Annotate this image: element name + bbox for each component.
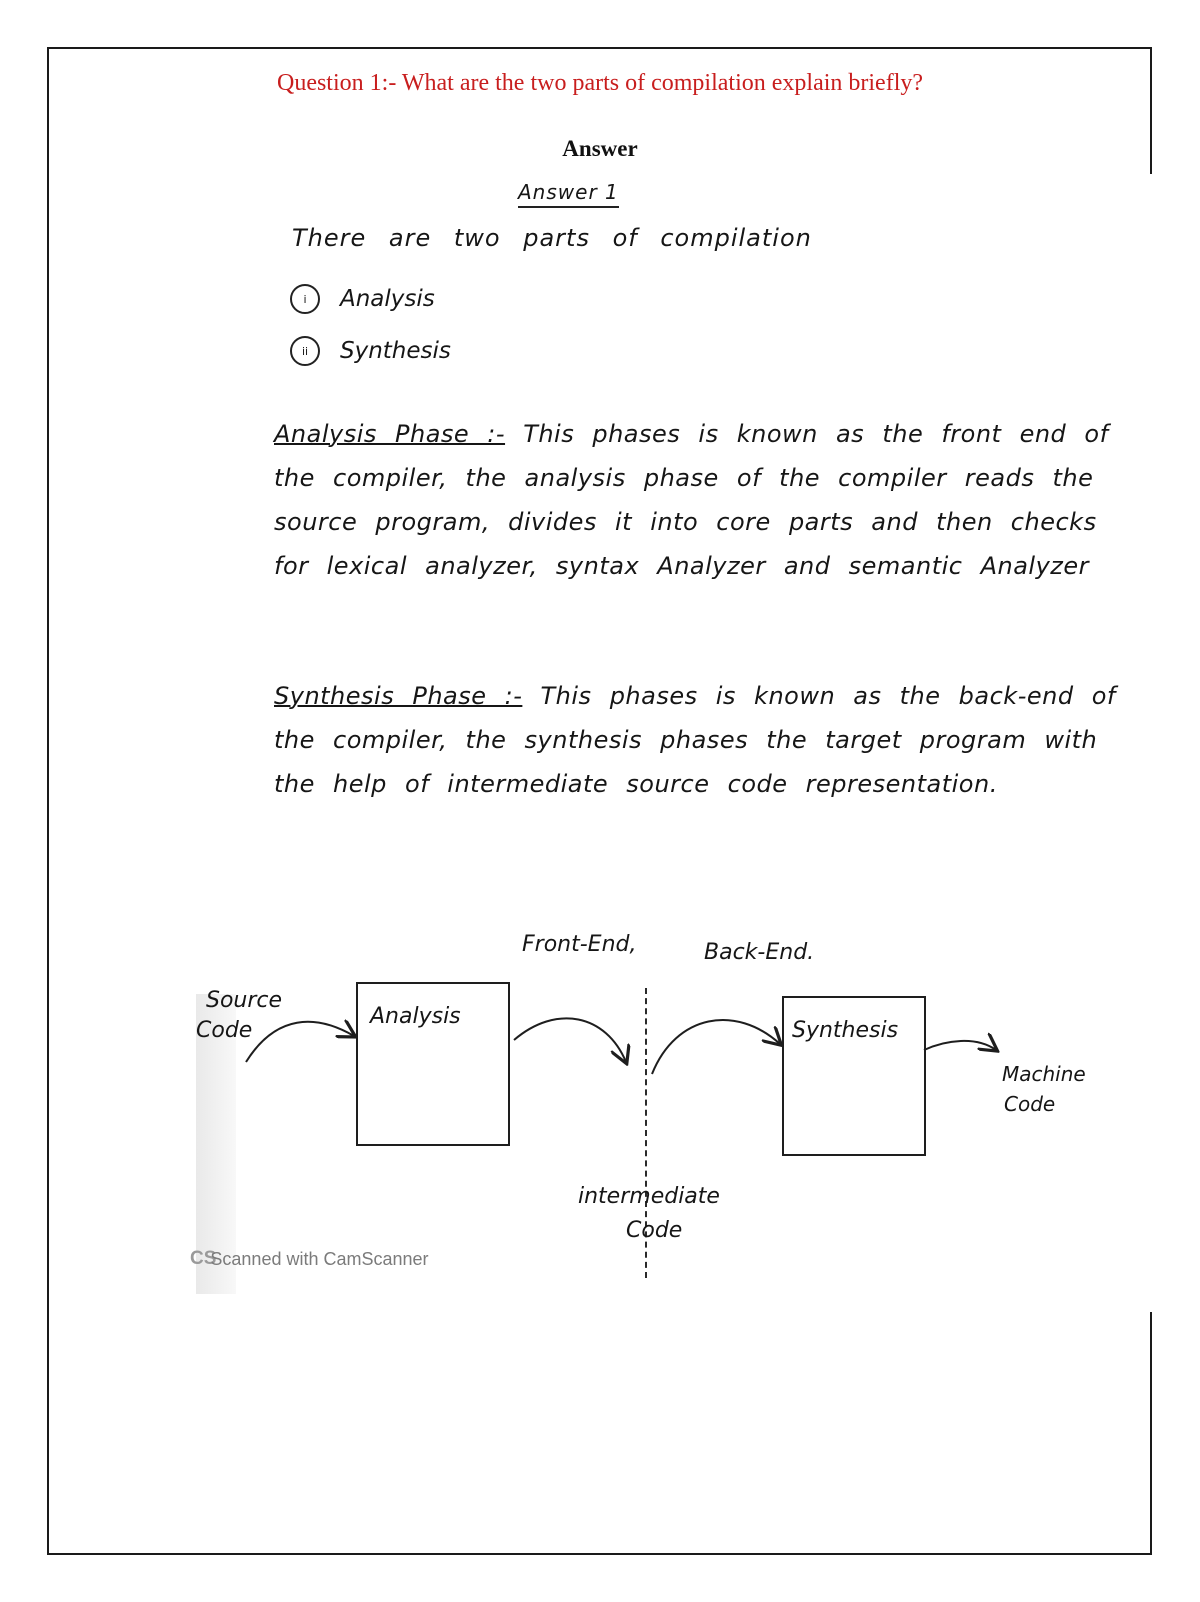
arrow-divider-to-synthesis	[652, 1020, 780, 1074]
diagram-arrows	[196, 174, 1154, 1312]
synthesis-phase-title: Synthesis Phase :-	[274, 682, 523, 710]
circled-marker: i	[290, 284, 320, 314]
intermediate-code-label-line1: intermediate	[578, 1184, 720, 1209]
arrow-synthesis-to-machine	[924, 1041, 996, 1050]
synthesis-box-label: Synthesis	[792, 1018, 899, 1043]
synthesis-phase-text: This phases is known as the back-end of the compiler, the synthesis phases the target program with the help of intermediate source code representation.	[274, 682, 1116, 798]
list-item-label: Analysis	[340, 286, 435, 312]
scanned-handwritten-page	[196, 174, 1154, 1312]
analysis-phase-title: Analysis Phase :-	[274, 420, 506, 448]
source-code-label-line1: Source	[206, 988, 283, 1013]
front-end-label: Front-End,	[522, 932, 637, 957]
question-title: Question 1:- What are the two parts of compilation explain briefly?	[276, 70, 924, 96]
back-end-label: Back-End.	[704, 940, 815, 965]
intermediate-code-label-line2: Code	[626, 1218, 683, 1243]
camscanner-logo-icon: CS	[190, 1248, 217, 1269]
analysis-box-label: Analysis	[370, 1004, 461, 1029]
camscanner-text: Scanned with CamScanner	[210, 1248, 429, 1269]
arrow-analysis-to-divider	[514, 1018, 626, 1062]
machine-code-label-line2: Code	[1004, 1092, 1056, 1116]
machine-code-label-line1: Machine	[1002, 1062, 1086, 1086]
intro-line: There are two parts of compilation	[292, 224, 812, 252]
analysis-phase-text: This phases is known as the front end of the compiler, the analysis phase of the compiler reads the source program, divides it into core parts and then checks for lexical analyzer, syntax Analyzer and semantic Analyzer	[274, 420, 1109, 580]
camscanner-watermark	[190, 1248, 429, 1270]
list-item-label: Synthesis	[340, 338, 451, 364]
arrow-source-to-analysis	[246, 1022, 354, 1062]
source-code-label-line2: Code	[196, 1018, 253, 1043]
circled-marker: ii	[290, 336, 320, 366]
answer-one-label: Answer 1	[518, 180, 619, 208]
answer-heading: Answer	[562, 136, 638, 161]
